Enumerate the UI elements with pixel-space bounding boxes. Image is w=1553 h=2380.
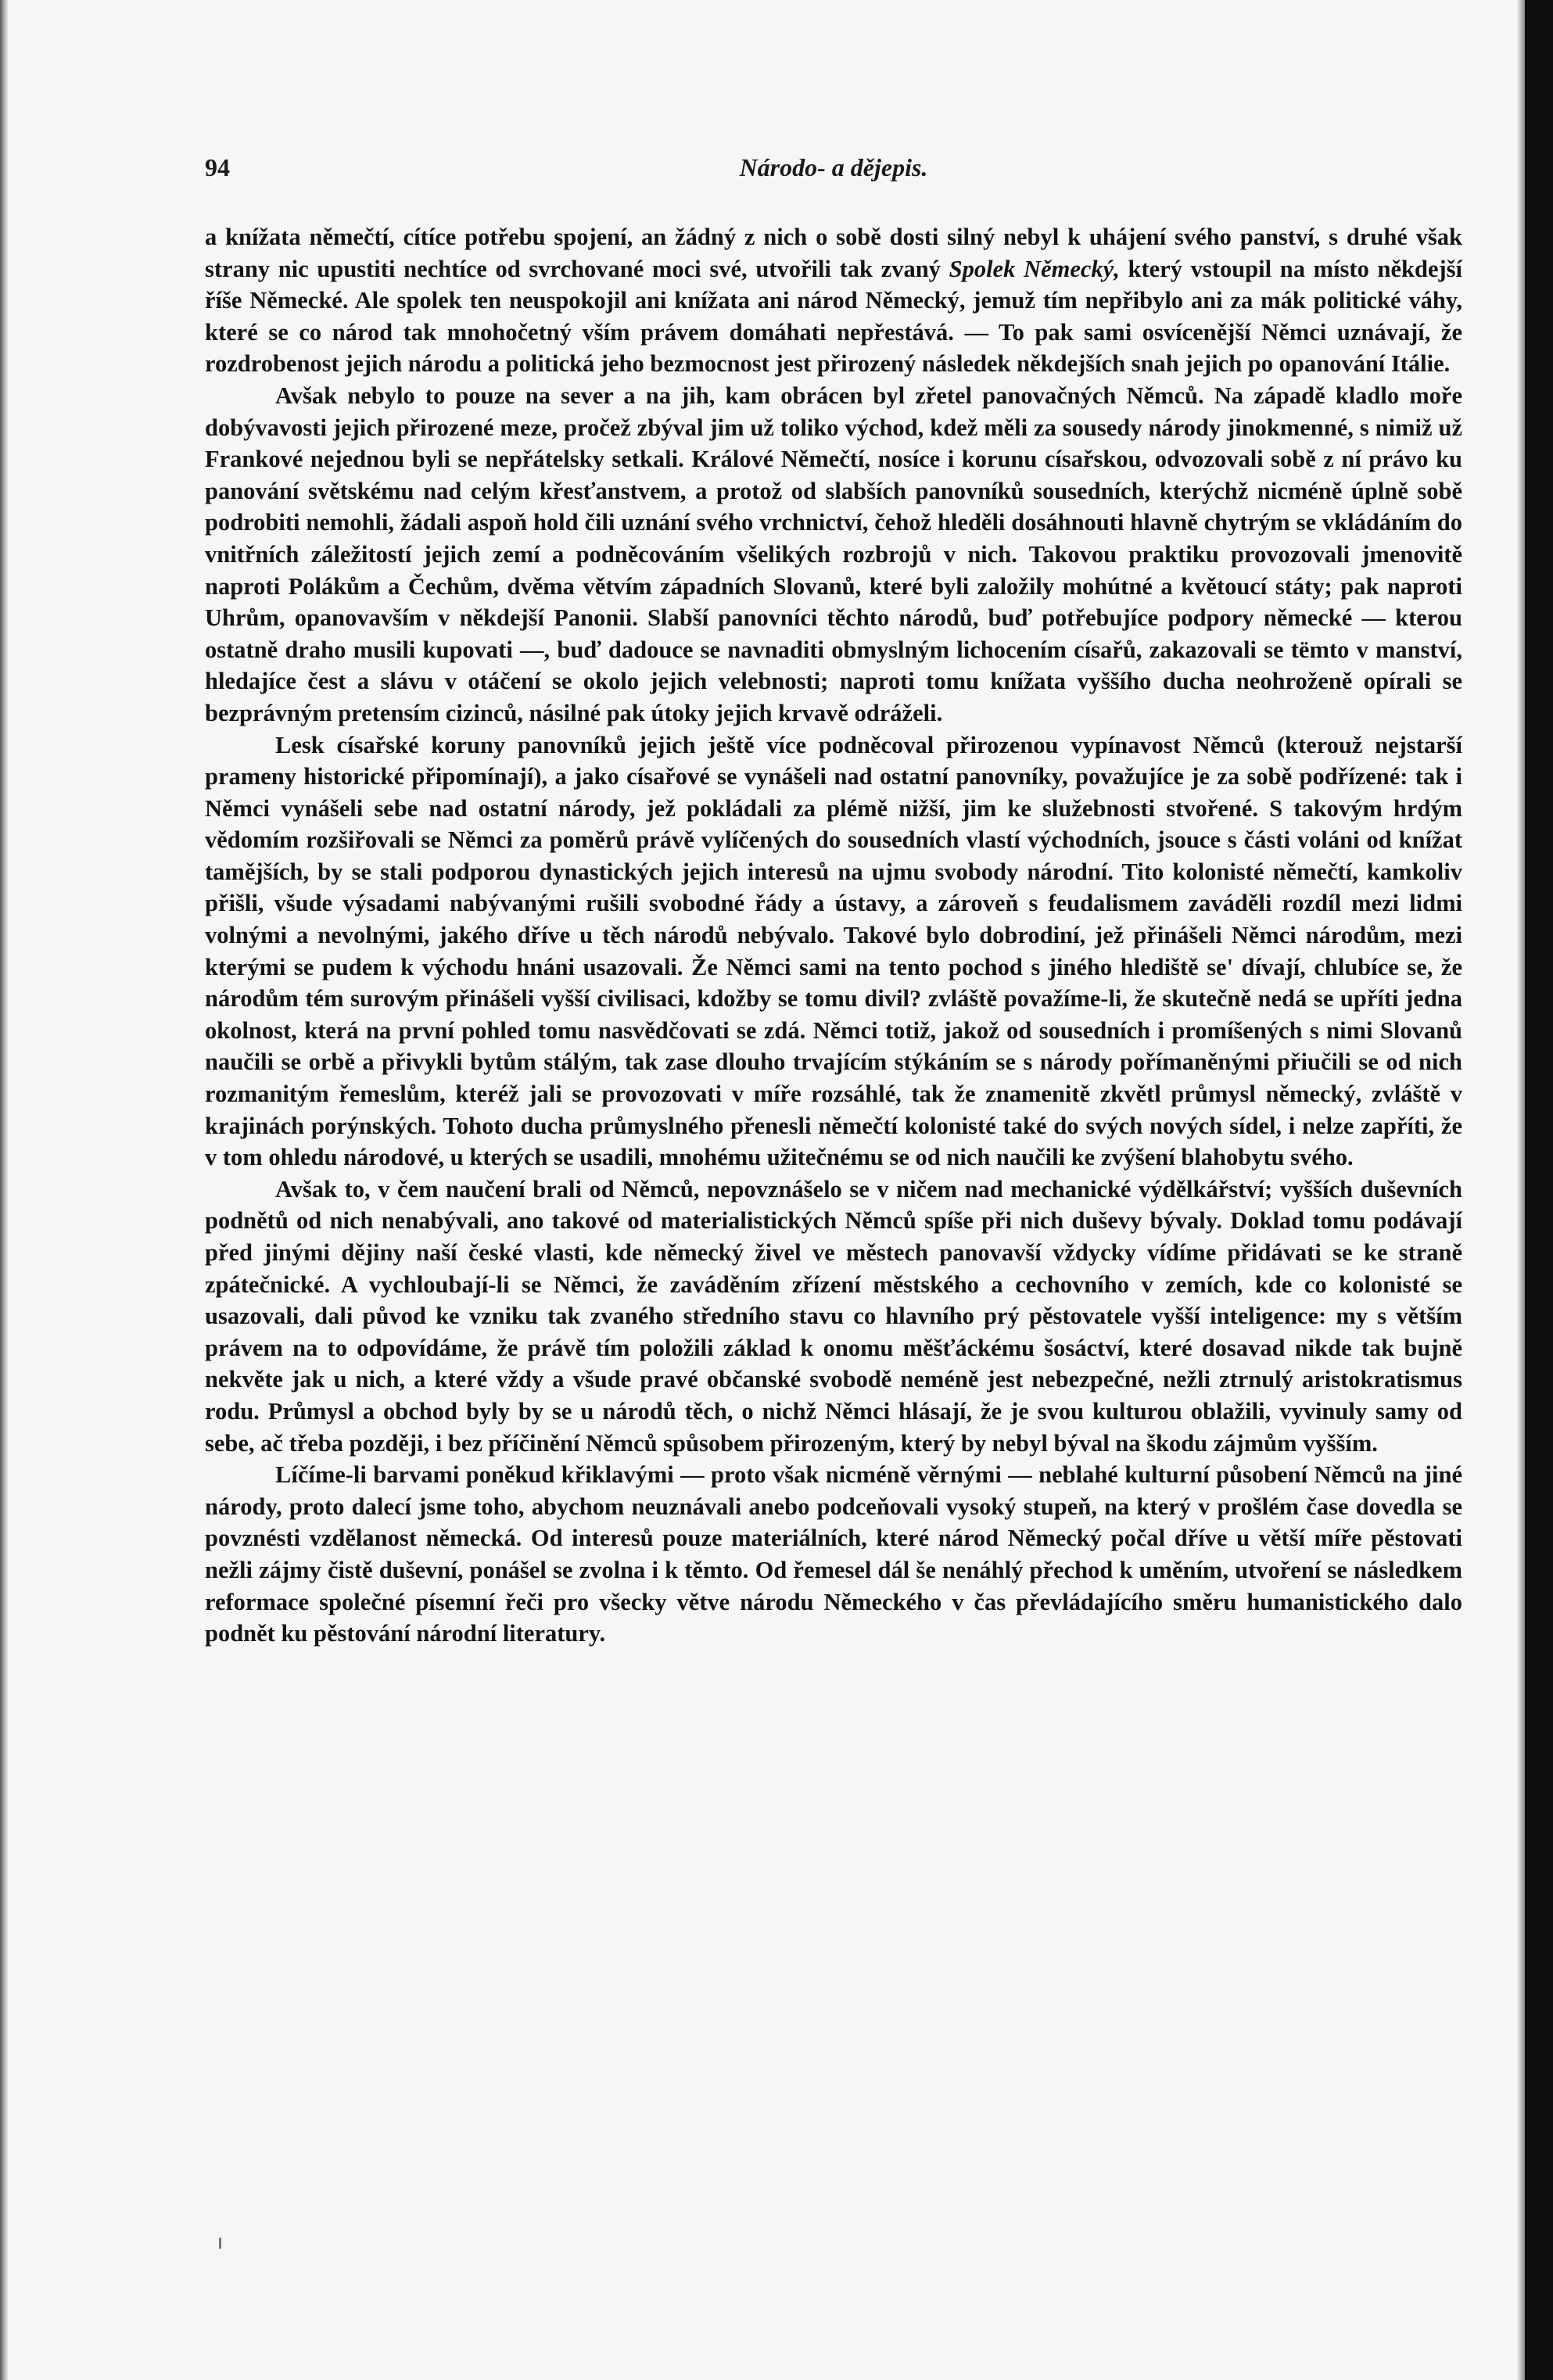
page-number: 94 <box>205 153 230 181</box>
page-header <box>205 153 1462 192</box>
paragraph-5: Líčíme-li barvami poněkud křiklavými — proto však nicméně věrnými — neblahé kulturní působení Němců na jiné národy, proto dalecí jsme toho, abychom neuznávali anebo podceňovali vysoký stupeň, na který v prošlém čase dovedla se povznésti vzdělanost německá. Od interesů pouze materiálních, které národ Německý počal dříve u větší míře pěstovati nežli zájmy čistě duševní, ponášel se zvolna i k těmto. Od řemesel dál še nenáhlý přechod k uměním, utvoření se následkem reformace společné písemní řeči pro všecky větve národu Německého v čas převládajícího směru humanistického dalo podnět ku pěstování národní literatury. <box>205 1461 1462 1647</box>
paragraph-1-part-2: který vstoupil na místo někdejší říše Německé. Ale spolek ten neuspokojil ani knížata ani národ Německý, jemuž tím nepřibylo ani za mák politické váhy, které se co národ tak mnohočetný vším právem domáhati nepřestává. — To pak sami osvícenější Němci uznávají, že rozdrobenost jejich národu a politická jeho bezmocnost jest přirozený následek někdejších snah jejich po opanování Itálie. <box>205 255 1462 378</box>
scan-edge-right <box>1525 0 1553 2380</box>
paragraph-3: Lesk císařské koruny panovníků jejich ještě více podněcoval přirozenou vypínavost Němců (kterouž nejstarší prameny historické připomínají), a jako císařové se vynášeli nad ostatní panovníky, považujíce je za sobě podřízené: tak i Němci vynášeli sebe nad ostatní národy, jež pokládali za plémě nižší, jim ke služebnosti stvořené. S takovým hrdým vědomím rozšiřovali se Němci za poměrů právě vylíčených do sousedních vlastí východních, jsouce s části voláni od knížat tamějších, by se stali podporou dynastických jejich interesů na ujmu svobody národní. Tito kolonisté němečtí, kamkoliv přišli, všude výsadami nabývanými rušili svobodné řády a ústavy, a zároveň s feudalismem zaváděli rozdíl mezi lidmi volnými a nevolnými, jakého dříve u těch národů nebývalo. Takové bylo dobrodiní, jež přinášeli Němci národům, mezi kterými se pudem k východu hnáni usazovali. Že Němci sami na tento pochod s jiného hlediště se' dívají, chlubíce se, že národům tém surovým přinášeli vyšší civilisaci, kdožby se tomu divil? zvláště považíme-li, že skutečně nedá se upříti jedna okolnost, která na první pohled tomu nasvědčovati se zdá. Němci totiž, jakož od sousedních i promíšených s nimi Slovanů naučili se orbě a přivykli bytům stálým, tak zase dlouho trvajícím stýkáním se s národy pořímaněnými přiučili se od nich rozmanitým řemeslům, kteréž jali se provozovati v míře rozsáhlé, tak že znamenitě zkvětl průmysl německý, zvláště v krajinách porýnských. Tohoto ducha průmyslného přenesli němečtí kolonisté také do svých nových sídel, i nelze zapříti, že v tom ohledu národové, u kterých se usadili, mnohému užitečnému se od nich naučili ke zvýšení blahobytu svého. <box>205 731 1462 1171</box>
body-text <box>205 221 1462 1650</box>
paragraph-4: Avšak to, v čem naučení brali od Němců, nepovznášelo se v ničem nad mechanické výdělkářství; vyšších duševních podnětů od nich nenabývali, ano takové od materialistických Němců spíše při nich duševy bývaly. Doklad tomu podávají před jinými dějiny naší české vlasti, kde německý živel ve městech panovavší vždycky vídíme přidávati se ke straně zpátečnické. A vychloubají-li se Němci, že zaváděním zřízení městského a cechovního v zemích, kde co kolonisté se usazovali, dali původ ke vzniku tak zvaného středního stavu co hlavního prý pěstovatele vyšší inteligence: my s větším právem na to odpovídáme, že právě tím položili základ k onomu měšťáckému šosáctví, které dosavad nikde tak bujně nekvěte jak u nich, a které vždy a všude pravé občanské svobodě neméně jest nebezpečné, nežli ztrnulý aristokratismus rodu. Průmysl a obchod byly by se u národů těch, o nichž Němci hlásají, že je svou kulturou oblažili, vyvinuly samy od sebe, ač třeba později, i bez příčinění Němců spůsobem přirozeným, který by nebyl býval na škodu zájmům vyšším. <box>205 1175 1462 1457</box>
paragraph-1-part-1: a knížata němečtí, cítíce potřebu spojení, an žádný z nich o sobě dosti silný nebyl k uhájení svého panství, s druhé však strany nic upustiti nechtíce od svrchované moci své, utvořili tak zvaný <box>205 224 1462 282</box>
running-title: Národo- a dějepis. <box>739 153 928 181</box>
paragraph-2: Avšak nebylo to pouze na sever a na jih, kam obrácen byl zřetel panovačných Němců. Na západě kladlo moře dobývavosti jejich přirozené meze, pročež zbýval jim už toliko východ, kdež měli za sousedy národy jinokmenné, s nimiž už Frankové nejednou byli se nepřátelsky setkali. Králové Němečtí, nosíce i korunu císařskou, odvozovali sobě z ní právo ku panování světskému nad celým křesťanstvem, a protož od slabších panovníků sousedních, kterýchž nicméně úplně sobě podrobiti nemohli, žádali aspoň hold čili uznání svého vrchnictví, čehož hleděli dosáhnouti hlavně chytrým se vkládáním do vnitřních záležitostí jejich zemí a podněcováním všelikých rozbrojů v nich. Takovou praktiku provozovali jmenovitě naproti Polákům a Čechům, dvěma větvím západních Slovanů, které byli založily mohútné a květoucí státy; pak naproti Uhrům, opanovavším v někdejší Panonii. Slabší panovníci těchto národů, buď potřebujíce podpory německé — kterou ostatně draho musili kupovati —, buď dadouce se navnaditi obmyslným lichocením císařů, zakazovali se tëmto v manství, hledajíce čest a slávu v otáčení se okolo jejich velebnosti; naproti tomu knížata vyššího ducha neohroženě opírali se bezprávným pretensím cizinců, násilné pak útoky jejich krvavě odráželi. <box>205 382 1462 726</box>
paragraph-1 <box>205 221 1462 380</box>
margin-mark <box>219 2238 221 2249</box>
scan-edge-left <box>0 0 8 2380</box>
paragraph-1-emphasis: Spolek Německý, <box>949 255 1120 282</box>
scan-edge-right-shadow <box>1517 0 1525 2380</box>
